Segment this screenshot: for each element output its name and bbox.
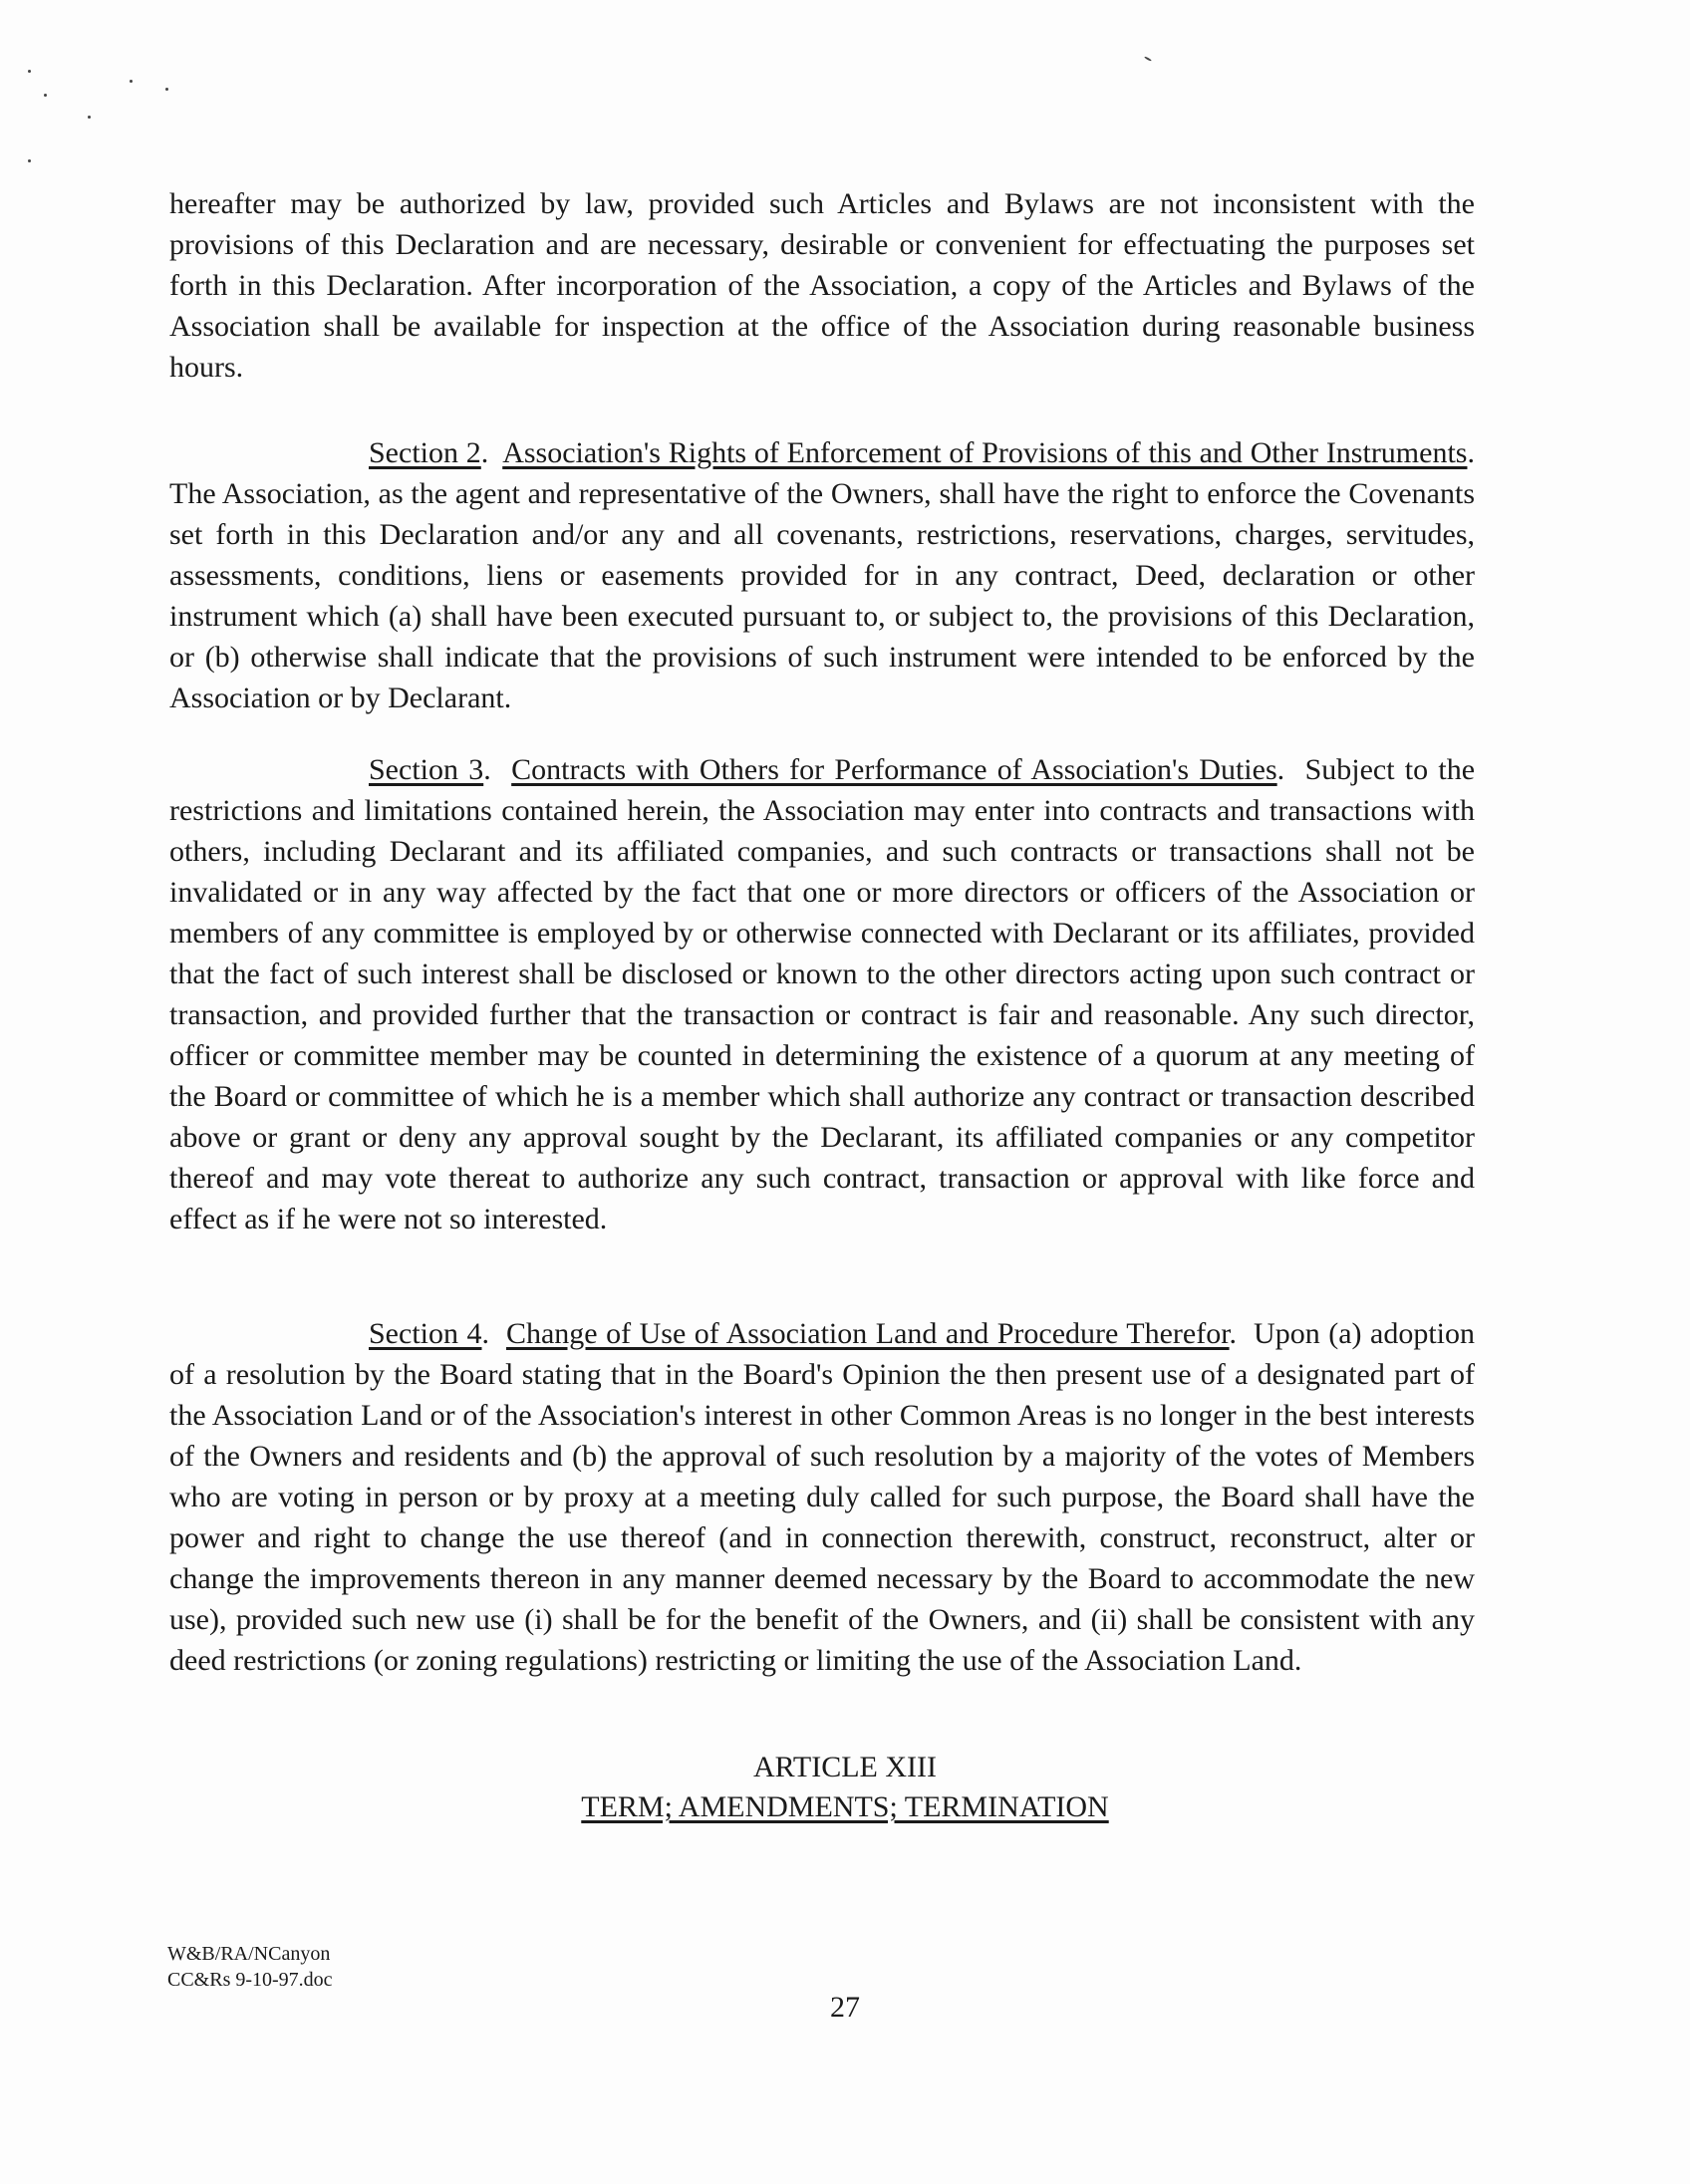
section-4-body: Upon (a) adoption of a resolution by the Board stating that in the Board's Opinion the then present use of a designated part of the Association Land or of the Association's interest in other Common Areas is no longer in the best interests of the Owners and residents and (b) the approval of such resolution by a majority of the votes of Members who are voting in person or by proxy at a meeting duly called for such purpose, the Board shall have the power and right to change the use thereof (and in connection therewith, construct, reconstruct, alter or change the improvements thereon in any manner deemed necessary by the Board to accommodate the new use), provided such new use (i) shall be for the benefit of the Owners, and (ii) shall be consistent with any deed restrictions (or zoning regulations) restricting or limiting the use of the Association Land. xyxy=(169,1317,1475,1677)
scan-speck xyxy=(1144,56,1152,62)
section-2-paragraph: Section 2. Association's Rights of Enforcement of Provisions of this and Other Instruments. The Association, as the agent and representative of the Owners, shall have the right to enforce the Covenants set forth in this Declaration and/or any and all covenants, restrictions, reservations, charges, servitudes, assessments, conditions, liens or easements provided for in any contract, Deed, declaration or other instrument which (a) shall have been executed pursuant to, or subject to, the provisions of this Declaration, or (b) otherwise shall indicate that the provisions of such instrument were intended to be enforced by the Association or by Declarant. xyxy=(169,436,1475,714)
section-2-body: The Association, as the agent and representative of the Owners, shall have the right to enforce the Covenants set forth in this Declaration and/or any and all covenants, restrictions, reservations, charges, servitudes, assessments, conditions, liens or easements provided for in any contract, Deed, declaration or other instrument which (a) shall have been executed pursuant to, or subject to, the provisions of this Declaration, or (b) otherwise shall indicate that the provisions of such instrument were intended to be enforced by the Association or by Declarant. xyxy=(169,477,1475,714)
scan-speck xyxy=(44,94,47,97)
footer-file-reference xyxy=(167,1941,333,1993)
section-3-number: Section 3 xyxy=(369,753,484,786)
continuation-block xyxy=(169,183,1475,388)
footer-file-line-2: CC&Rs 9-10-97.doc xyxy=(167,1969,333,1991)
article-heading xyxy=(0,1748,1690,1827)
section-4-block xyxy=(169,1313,1475,1681)
page-number: 27 xyxy=(830,1991,860,2024)
article-label: ARTICLE XIII xyxy=(753,1751,937,1783)
section-2-block xyxy=(169,432,1475,718)
article-title: TERM; AMENDMENTS; TERMINATION xyxy=(581,1790,1109,1823)
scan-speck xyxy=(165,88,168,91)
scan-speck xyxy=(28,70,31,73)
section-3-body: Subject to the restrictions and limitations contained herein, the Association may enter into contracts and transactions with others, including Declarant and its affiliated companies, and such contracts or transactions shall not be invalidated or in any way affected by the fact that one or more directors or officers of the Association or members of any committee is employed by or otherwise connected with Declarant or its affiliates, provided that the fact of such interest shall be disclosed or known to the other directors acting upon such contract or transaction, and provided further that the transaction or contract is fair and reasonable. Any such director, officer or committee member may be counted in determining the existence of a quorum at any meeting of the Board or committee of which he is a member which shall authorize any contract or transaction described above or grant or deny any approval sought by the Declarant, its affiliated companies or any competitor thereof and may vote thereat to authorize any such contract, transaction or approval with like force and effect as if he were not so interested. xyxy=(169,753,1476,1235)
section-3-block xyxy=(169,749,1475,1239)
section-2-title: Association's Rights of Enforcement of Provisions of this and Other Instruments xyxy=(502,436,1468,469)
section-3-title: Contracts with Others for Performance of Association's Duties xyxy=(511,753,1277,786)
scan-speck xyxy=(28,159,31,162)
section-4-paragraph: Section 4. Change of Use of Association Land and Procedure Therefor. Upon (a) adoption of a resolution by the Board stating that in the Board's Opinion the then present use of a designated part of the Association Land or of the Association's interest in other Common Areas is no longer in the best interests of the Owners and residents and (b) the approval of such resolution by a majority of the votes of Members who are voting in person or by proxy at a meeting duly called for such purpose, the Board shall have the power and right to change the use thereof (and in connection therewith, construct, reconstruct, alter or change the improvements thereon in any manner deemed necessary by the Board to accommodate the new use), provided such new use (i) shall be for the benefit of the Owners, and (ii) shall be consistent with any deed restrictions (or zoning regulations) restricting or limiting the use of the Association Land. xyxy=(169,1317,1475,1677)
section-3-paragraph: Section 3. Contracts with Others for Performance of Association's Duties. Subject to the restrictions and limitations contained herein, the Association may enter into contracts and transactions with others, including Declarant and its affiliated companies, and such contracts or transactions shall not be invalidated or in any way affected by the fact that one or more directors or officers of the Association or members of any committee is employed by or otherwise connected with Declarant or its affiliates, provided that the fact of such interest shall be disclosed or known to the other directors acting upon such contract or transaction, and provided further that the transaction or contract is fair and reasonable. Any such director, officer or committee member may be counted in determining the existence of a quorum at any meeting of the Board or committee of which he is a member which shall authorize any contract or transaction described above or grant or deny any approval sought by the Declarant, its affiliated companies or any competitor thereof and may vote thereat to authorize any such contract, transaction or approval with like force and effect as if he were not so interested. xyxy=(169,753,1476,1235)
continuation-paragraph: hereafter may be authorized by law, provided such Articles and Bylaws are not inconsistent with the provisions of this Declaration and are necessary, desirable or convenient for effectuating the purposes set forth in this Declaration. After incorporation of the Association, a copy of the Articles and Bylaws of the Association shall be available for inspection at the office of the Association during reasonable business hours. xyxy=(169,187,1475,384)
section-4-number: Section 4 xyxy=(369,1317,482,1350)
section-2-number: Section 2 xyxy=(369,436,481,469)
footer-file-line-1: W&B/RA/NCanyon xyxy=(167,1943,331,1965)
scan-speck xyxy=(130,80,133,83)
scan-speck xyxy=(88,116,91,119)
section-4-title: Change of Use of Association Land and Procedure Therefor xyxy=(505,1317,1230,1350)
